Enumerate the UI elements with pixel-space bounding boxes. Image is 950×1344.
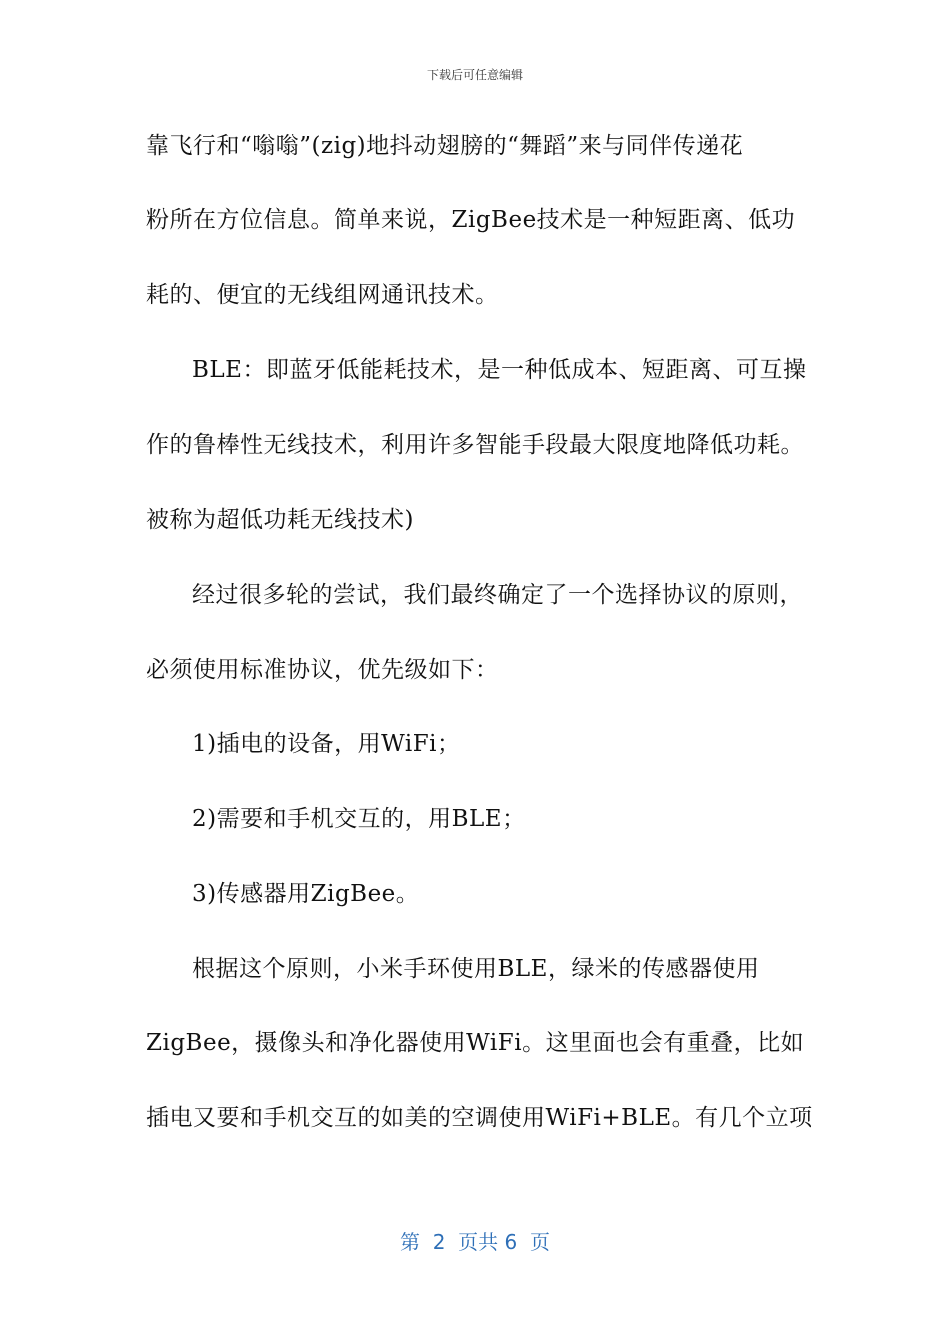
list-item: 1)插电的设备，用WiFi；: [192, 731, 461, 757]
text-line: 经过很多轮的尝试，我们最终确定了一个选择协议的原则，: [192, 582, 803, 608]
text-line: 粉所在方位信息。简单来说，ZigBee技术是一种短距离、低功: [146, 207, 796, 233]
text-line: 耗的、便宜的无线组网通讯技术。: [146, 282, 499, 308]
page-header: 下载后可任意编辑: [426, 68, 523, 82]
list-item: 2)需要和手机交互的，用BLE；: [192, 806, 526, 832]
text-line: ZigBee，摄像头和净化器使用WiFi。这里面也会有重叠，比如: [146, 1030, 805, 1056]
list-item: 3)传感器用ZigBee。: [192, 881, 420, 907]
text-line: 必须使用标准协议，优先级如下：: [146, 657, 499, 683]
text-line: BLE：即蓝牙低能耗技术，是一种低成本、短距离、可互操: [192, 357, 807, 383]
text-line: 插电又要和手机交互的如美的空调使用WiFi+BLE。有几个立项: [146, 1105, 813, 1131]
text-line: 作的鲁棒性无线技术，利用许多智能手段最大限度地降低功耗。: [146, 432, 804, 458]
text-line: 被称为超低功耗无线技术): [146, 507, 414, 533]
page-number-footer: 第 2 页共 6 页: [400, 1230, 550, 1254]
text-line: 根据这个原则，小米手环使用BLE，绿米的传感器使用: [192, 956, 760, 982]
text-line: 靠飞行和“嗡嗡”(zig)地抖动翅膀的“舞蹈”来与同伴传递花: [146, 133, 744, 159]
